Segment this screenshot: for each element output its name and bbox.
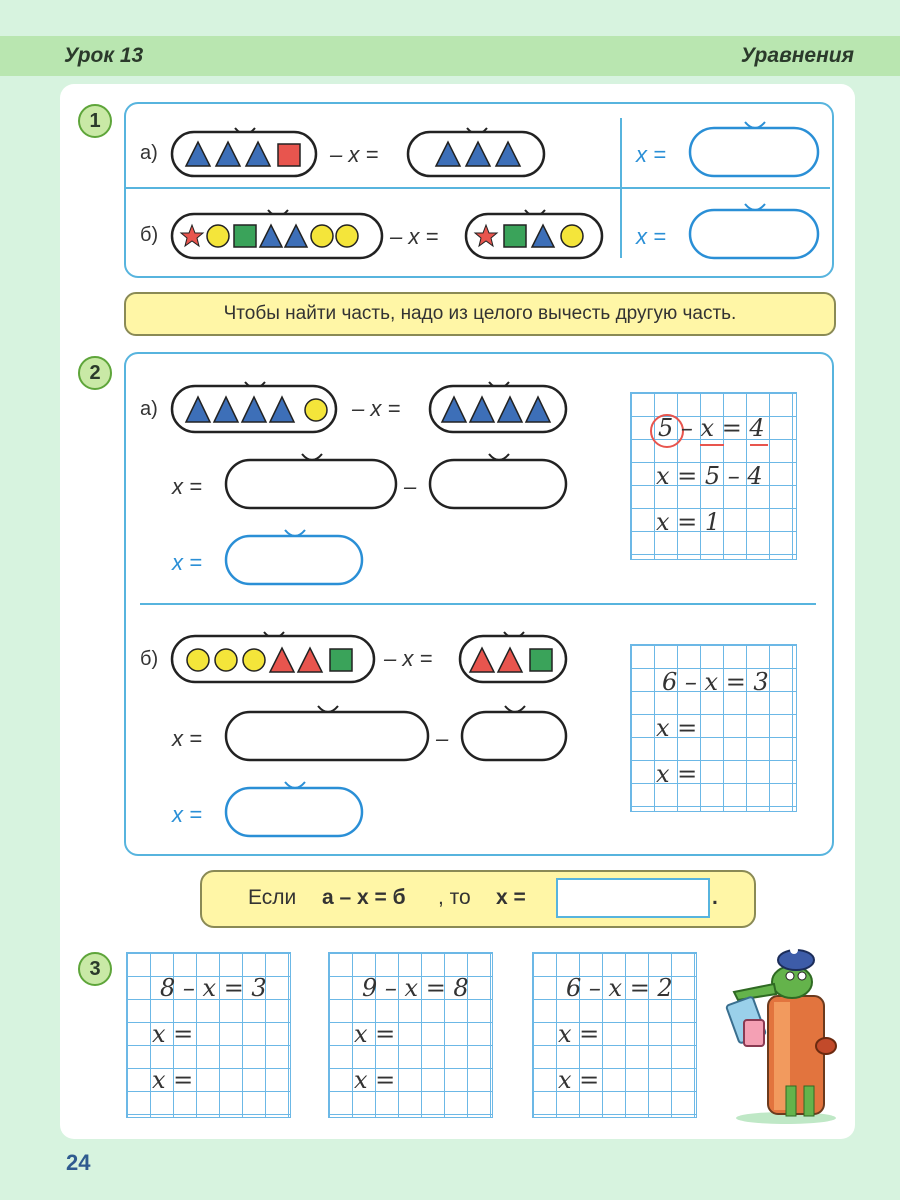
task-1-divider-v [620,118,622,258]
rule-formula: а – х = б [322,886,406,909]
rule-banner: Чтобы найти часть, надо из целого вычесть другую часть. [124,292,836,336]
task-1-divider-h [126,187,830,189]
task-1a-op: – х = [330,142,379,167]
rule-prefix: Если [248,886,297,909]
task-2b-label: б) [140,648,159,670]
task-2a-minus: – [404,474,417,499]
task-1a-answer-label: х = [636,142,666,167]
circle-shape [215,649,237,671]
rule-result-label: х = [496,886,526,909]
task-2a-op: – х = [352,396,401,421]
task-2a-notebook-line-2: х = 5 – 4 [656,462,763,490]
task-1-number: 1 [78,104,112,138]
crocodile-illustration [716,936,846,1126]
task-3-item-3-line-1: 6 – х = 2 [566,974,673,1002]
task-3-item-2-line-3: х = [354,1066,396,1094]
task-1b-op: – х = [390,224,439,249]
task-2b-notebook-line-2: х = [656,714,698,742]
task-3-item-2-line-2: х = [354,1020,396,1048]
task-2-divider [140,603,816,605]
task-2b-blank-whole[interactable] [224,698,432,764]
rule-dot: . [712,886,718,909]
square-shape [278,144,300,166]
circle-shape [336,225,358,247]
task-2b-blank-part[interactable] [460,698,570,764]
rule-answer-box[interactable] [556,878,710,918]
page-number: 24 [66,1150,91,1175]
task-1b-answer-box[interactable] [688,196,822,262]
task-2a-label: а) [140,398,158,420]
task-2b-notebook-line-1: 6 – х = 3 [662,668,769,696]
circle-shape [187,649,209,671]
task-2b-minus: – [436,726,449,751]
task-1a-answer-box[interactable] [688,114,822,180]
task-2a-notebook-line-1: 5 – х = 4 [658,414,765,442]
task-2b-x1-label: х = [172,726,202,751]
task-2a-blank-part[interactable] [428,446,570,512]
task-2a-answer-box[interactable] [224,522,366,588]
square-shape [530,649,552,671]
underline-four-mark [750,444,768,446]
task-3-item-3-line-2: х = [558,1020,600,1048]
task-3-item-3-line-3: х = [558,1066,600,1094]
task-2b-answer-box[interactable] [224,774,366,840]
task-1b-label: б) [140,224,159,246]
task-2-number: 2 [78,356,112,390]
lesson-title: Урок 13 [64,44,144,67]
task-3-number: 3 [78,952,112,986]
task-2b-x2-label: х = [172,802,202,827]
circle-shape [305,399,327,421]
task-3-item-1-line-2: х = [152,1020,194,1048]
square-shape [330,649,352,671]
square-shape [504,225,526,247]
task-1b-whole-set [170,200,386,262]
task-2b-notebook-line-3: х = [656,760,698,788]
task-2b-op: – х = [384,646,433,671]
task-3-item-1-line-3: х = [152,1066,194,1094]
circle-shape [243,649,265,671]
circle-shape [207,225,229,247]
task-3-item-1-line-1: 8 – х = 3 [160,974,267,1002]
task-2b-whole-set [170,622,378,686]
topic-title: Уравнения [740,44,854,67]
task-2a-notebook-line-3: х = 1 [656,508,721,536]
task-1b-part-set [464,200,606,262]
task-2a-part-set [428,372,570,436]
task-3-item-2-line-1: 9 – х = 8 [362,974,469,1002]
underline-x-mark [700,444,724,446]
task-1b-answer-label: х = [636,224,666,249]
square-shape [234,225,256,247]
task-1a-whole-set [170,118,320,180]
task-2b-part-set [458,622,570,686]
task-2a-whole-set [170,372,340,436]
task-1a-label: а) [140,142,158,164]
task-1a-part-set [406,118,548,180]
task-2a-blank-whole[interactable] [224,446,400,512]
task-2a-x1-label: х = [172,474,202,499]
task-2a-x2-label: х = [172,550,202,575]
rule-then: , то [438,886,471,909]
circle-shape [561,225,583,247]
circle-shape [311,225,333,247]
